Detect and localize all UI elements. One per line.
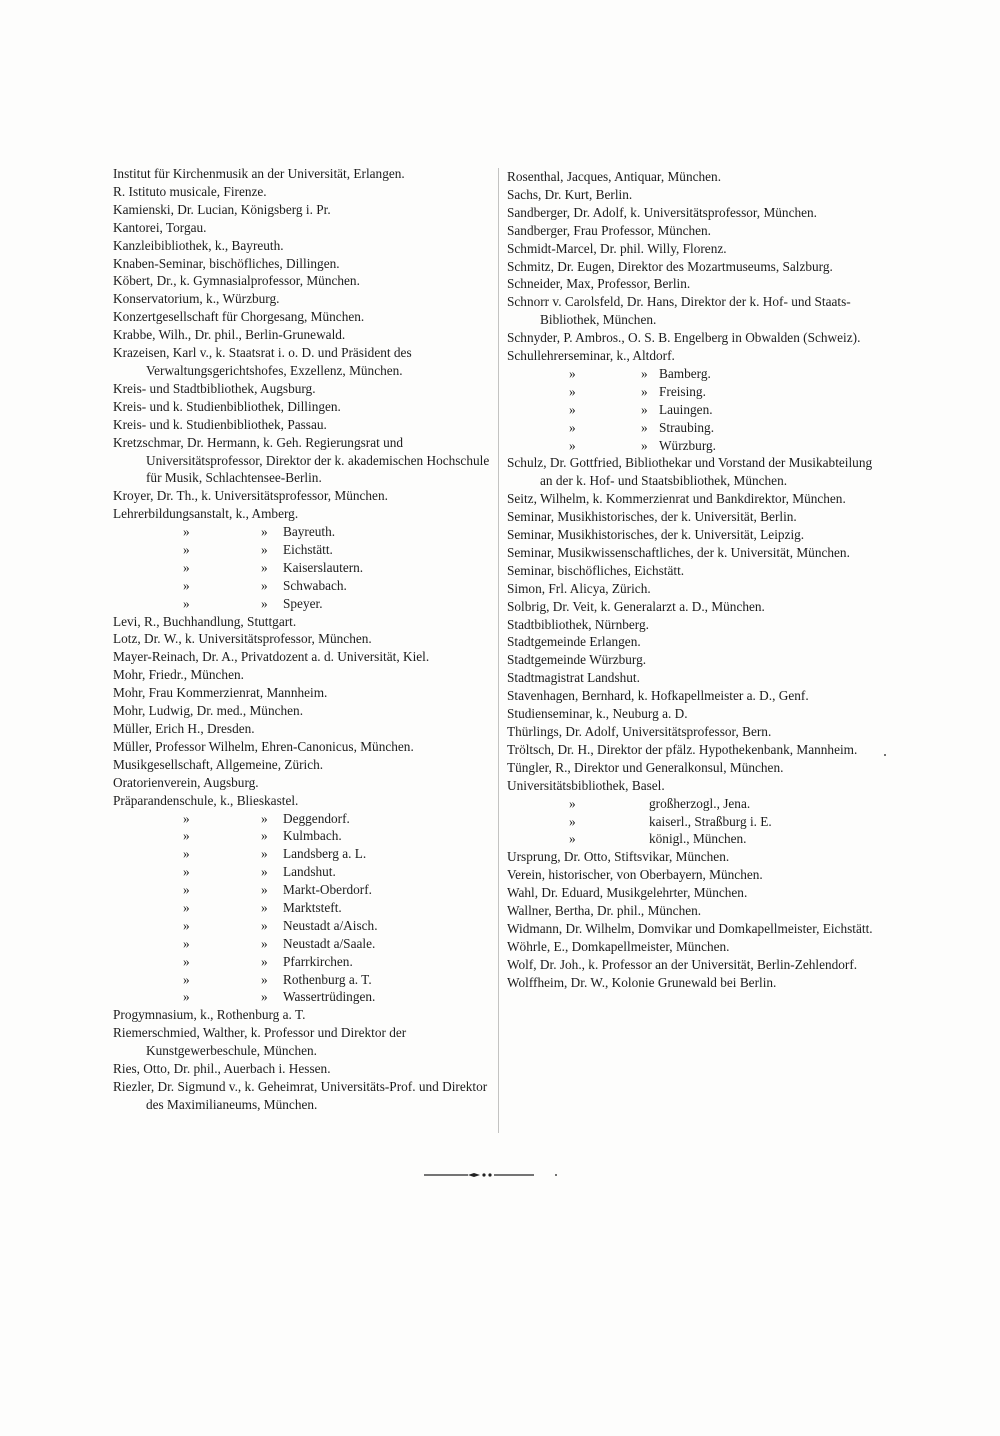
ditto-mark: » [261,971,268,987]
directory-entry: Mayer-Reinach, Dr. A., Privatdozent a. d. Universität, Kiel. [113,649,430,665]
ditto-mark: » [569,795,576,811]
directory-sub-entry [113,845,493,863]
directory-sub-entry [507,401,887,419]
ditto-mark: » [261,828,268,844]
directory-sub-entry [113,935,493,953]
sub-entry-place: Straubing. [659,419,715,435]
directory-entry: Köbert, Dr., k. Gymnasialprofessor, München. [113,273,360,289]
ditto-mark: » [183,953,190,969]
directory-entry: Wolffheim, Dr. W., Kolonie Grunewald bei Berlin. [507,974,777,990]
column-divider [498,168,499,1133]
directory-entry: Sandberger, Frau Professor, München. [507,222,712,238]
directory-sub-entry [113,971,493,989]
directory-entry: Thürlings, Dr. Adolf, Universitätsprofessor, Bern. [507,724,772,740]
directory-sub-entry [113,827,493,845]
directory-entry: Simon, Frl. Alicya, Zürich. [507,580,651,596]
directory-entry: Kanzleibibliothek, k., Bayreuth. [113,237,284,253]
directory-entry: Verein, historischer, von Oberbayern, München. [507,867,763,883]
directory-sub-entry [113,917,493,935]
directory-sub-entry [113,523,493,541]
sub-entry-place: Bayreuth. [283,524,336,540]
directory-entry: R. Istituto musicale, Firenze. [113,183,267,199]
directory-sub-entry [113,881,493,899]
sub-entry-place: Kaiserslautern. [283,559,364,575]
ditto-mark: » [641,419,648,435]
directory-sub-entry [113,988,493,1006]
sub-entry-place: Schwabach. [283,577,347,593]
directory-entry: Ries, Otto, Dr. phil., Auerbach i. Hessen. [113,1061,331,1077]
directory-sub-entry [507,365,887,383]
directory-entry: Tröltsch, Dr. H., Direktor der pfälz. Hypothekenbank, Mannheim. [507,741,858,757]
directory-entry: Seitz, Wilhelm, k. Kommerzienrat und Bankdirektor, München. [507,491,846,507]
ditto-mark: » [183,900,190,915]
directory-entry: Sachs, Dr. Kurt, Berlin. [507,186,633,202]
sub-entry-place: Speyer. [283,595,323,611]
sub-entry-place: Landsberg a. L. [283,846,367,862]
print-speck [555,1174,557,1176]
directory-entry: Wöhrle, E., Domkapellmeister, München. [507,938,730,954]
directory-sub-entry [507,813,887,831]
ditto-mark: » [261,542,268,558]
directory-entry: Rosenthal, Jacques, Antiquar, München. [507,169,722,184]
directory-entry: Kreis- und k. Studienbibliothek, Dillingen. [113,398,341,414]
ditto-mark: » [261,917,268,933]
directory-entry: Stavenhagen, Bernhard, k. Hofkapellmeister a. D., Genf. [507,688,809,704]
directory-entry: Seminar, Musikhistorisches, der k. Universität, Berlin. [507,509,797,525]
directory-entry: Kretzschmar, Dr. Hermann, k. Geh. Regierungsrat und Universitätsprofessor, Direktor der k. akademischen Hochschule für Musik, Schlachtensee-Berlin. [113,434,490,486]
directory-entry: Riemerschmied, Walther, k. Professor und Direktor der Kunstgewerbeschule, München. [113,1025,407,1059]
directory-entry: Krabbe, Wilh., Dr. phil., Berlin-Grunewald. [113,327,346,343]
directory-entry: Wahl, Dr. Eduard, Musikgelehrter, München. [507,885,748,901]
directory-sub-entry [113,953,493,971]
sub-entry-place: Eichstätt. [283,542,333,558]
ditto-mark: » [261,882,268,898]
ditto-mark: » [261,846,268,862]
ditto-mark: » [183,524,190,540]
directory-entry: Mohr, Frau Kommerzienrat, Mannheim. [113,685,328,701]
sub-entry-place: königl., München. [649,831,747,847]
sub-entry-place: Deggendorf. [283,810,350,826]
directory-entry: Institut für Kirchenmusik an der Universität, Erlangen. [113,166,405,181]
end-ornament-icon [424,1172,534,1178]
directory-entry: Knaben-Seminar, bischöfliches, Dillingen. [113,255,340,271]
directory-entry: Tüngler, R., Direktor und Generalkonsul, München. [507,759,784,775]
ditto-mark: » [183,882,190,898]
directory-entry: Musikgesellschaft, Allgemeine, Zürich. [113,756,324,772]
ditto-mark: » [569,401,576,417]
directory-entry: Wolf, Dr. Joh., k. Professor an der Universität, Berlin-Zehlendorf. [507,956,858,972]
ditto-mark: » [261,900,268,915]
ditto-mark: » [261,864,268,880]
directory-entry: Kreis- und Stadtbibliothek, Augsburg. [113,380,316,396]
ditto-mark: » [261,595,268,611]
directory-entry: Lotz, Dr. W., k. Universitätsprofessor, München. [113,631,372,647]
sub-entry-place: Wassertrüdingen. [283,989,376,1005]
directory-sub-entry [113,863,493,881]
ditto-mark: » [183,971,190,987]
directory-entry: Krazeisen, Karl v., k. Staatsrat i. o. D. und Präsident des Verwaltungsgerichtshofes, Exzellenz, München. [113,345,412,378]
directory-entry: Seminar, Musikwissenschaftliches, der k. Universität, München. [507,544,850,560]
directory-sub-entry [113,810,493,828]
ditto-mark: » [183,810,190,826]
directory-entry: Müller, Erich H., Dresden. [113,721,255,737]
ditto-mark: » [183,989,190,1005]
ditto-mark: » [641,401,648,417]
ditto-mark: » [569,437,576,453]
ditto-mark: » [183,864,190,880]
directory-sub-entry [113,577,493,595]
sub-entry-place: Bamberg. [659,365,711,381]
ditto-mark: » [183,577,190,593]
directory-entry: Riezler, Dr. Sigmund v., k. Geheimrat, Universitäts-Prof. und Direktor des Maximilianeums, München. [113,1078,488,1112]
directory-entry: Stadtmagistrat Landshut. [507,670,640,686]
directory-entry: Ursprung, Dr. Otto, Stiftsvikar, München. [507,849,730,865]
directory-entry: Lehrerbildungsanstalt, k., Amberg. [113,506,299,522]
directory-entry: Kreis- und k. Studienbibliothek, Passau. [113,416,327,432]
directory-entry: Universitätsbibliothek, Basel. [507,777,665,793]
directory-entry: Schnyder, P. Ambros., O. S. B. Engelberg in Obwalden (Schweiz). [507,330,861,346]
directory-entry: Wallner, Bertha, Dr. phil., München. [507,903,702,919]
directory-entry: Levi, R., Buchhandlung, Stuttgart. [113,613,297,629]
ditto-mark: » [261,989,268,1005]
directory-sub-entry [507,830,887,848]
directory-entry: Schulz, Dr. Gottfried, Bibliothekar und Vorstand der Musikabteilung an der k. Hof- und Staatsbibliothek, München. [507,455,873,489]
directory-sub-entry [507,419,887,437]
directory-entry: Solbrig, Dr. Veit, k. Generalarzt a. D., München. [507,598,765,614]
directory-entry: Seminar, bischöfliches, Eichstätt. [507,562,685,578]
directory-entry: Konzertgesellschaft für Chorgesang, München. [113,309,365,325]
directory-entry: Kantorei, Torgau. [113,219,207,235]
directory-entry: Schullehrerseminar, k., Altdorf. [507,348,675,364]
ditto-mark: » [261,810,268,826]
directory-entry: Schnorr v. Carolsfeld, Dr. Hans, Direktor der k. Hof- und Staats-Bibliothek, München. [507,294,851,328]
sub-entry-place: Lauingen. [659,401,713,417]
directory-sub-entry [113,541,493,559]
ditto-mark: » [183,828,190,844]
directory-sub-entry [113,899,493,917]
sub-entry-place: Kulmbach. [283,828,342,844]
ditto-mark: » [569,365,576,381]
directory-sub-entry [507,437,887,455]
ditto-mark: » [183,935,190,951]
directory-sub-entry [507,795,887,813]
ditto-mark: » [261,935,268,951]
directory-entry: Stadtgemeinde Würzburg. [507,652,647,668]
directory-entry: Seminar, Musikhistorisches, der k. Universität, Leipzig. [507,527,805,543]
directory-entry: Müller, Professor Wilhelm, Ehren-Canonicus, München. [113,738,414,754]
directory-entry: Studienseminar, k., Neuburg a. D. [507,706,688,722]
directory-entry: Präparandenschule, k., Blieskastel. [113,792,299,808]
left-column-list [113,165,493,1114]
ditto-mark: » [261,953,268,969]
ditto-mark: » [183,846,190,862]
directory-entry: Kamienski, Dr. Lucian, Königsberg i. Pr. [113,201,331,217]
ditto-mark: » [183,542,190,558]
directory-entry: Progymnasium, k., Rothenburg a. T. [113,1007,306,1023]
ditto-mark: » [183,917,190,933]
ditto-mark: » [183,595,190,611]
directory-entry: Sandberger, Dr. Adolf, k. Universitätsprofessor, München. [507,204,818,220]
directory-entry: Konservatorium, k., Würzburg. [113,291,280,307]
sub-entry-place: Markt-Oberdorf. [283,882,372,898]
right-column-list [507,168,887,992]
ditto-mark: » [569,831,576,847]
ditto-mark: » [569,813,576,829]
sub-entry-place: Marktsteft. [283,900,342,915]
ditto-mark: » [261,524,268,540]
ditto-mark: » [569,419,576,435]
print-speck [884,754,886,756]
sub-entry-place: Pfarrkirchen. [283,953,353,969]
sub-entry-place: Neustadt a/Aisch. [283,917,378,933]
sub-entry-place: kaiserl., Straßburg i. E. [649,813,772,829]
ditto-mark: » [641,437,648,453]
ditto-mark: » [569,383,576,399]
sub-entry-place: Landshut. [283,864,336,880]
directory-entry: Widmann, Dr. Wilhelm, Domvikar und Domkapellmeister, Eichstätt. [507,920,873,936]
sub-entry-place: Würzburg. [659,437,716,453]
sub-entry-place: Freising. [659,383,706,399]
ditto-mark: » [261,577,268,593]
ditto-mark: » [261,559,268,575]
directory-entry: Oratorienverein, Augsburg. [113,774,259,790]
sub-entry-place: großherzogl., Jena. [649,795,751,811]
sub-entry-place: Rothenburg a. T. [283,971,372,987]
directory-entry: Schneider, Max, Professor, Berlin. [507,276,691,292]
directory-entry: Stadtbibliothek, Nürnberg. [507,616,649,632]
ditto-mark: » [183,559,190,575]
ditto-mark: » [641,383,648,399]
sub-entry-place: Neustadt a/Saale. [283,935,376,951]
directory-entry: Schmidt-Marcel, Dr. phil. Willy, Florenz. [507,240,727,256]
directory-entry: Mohr, Friedr., München. [113,667,244,683]
ditto-mark: » [641,365,648,381]
directory-sub-entry [507,383,887,401]
directory-entry: Schmitz, Dr. Eugen, Direktor des Mozartmuseums, Salzburg. [507,258,833,274]
directory-entry: Kroyer, Dr. Th., k. Universitätsprofessor, München. [113,488,388,504]
directory-entry: Mohr, Ludwig, Dr. med., München. [113,703,304,719]
directory-sub-entry [113,559,493,577]
directory-sub-entry [113,595,493,613]
directory-entry: Stadtgemeinde Erlangen. [507,634,641,650]
